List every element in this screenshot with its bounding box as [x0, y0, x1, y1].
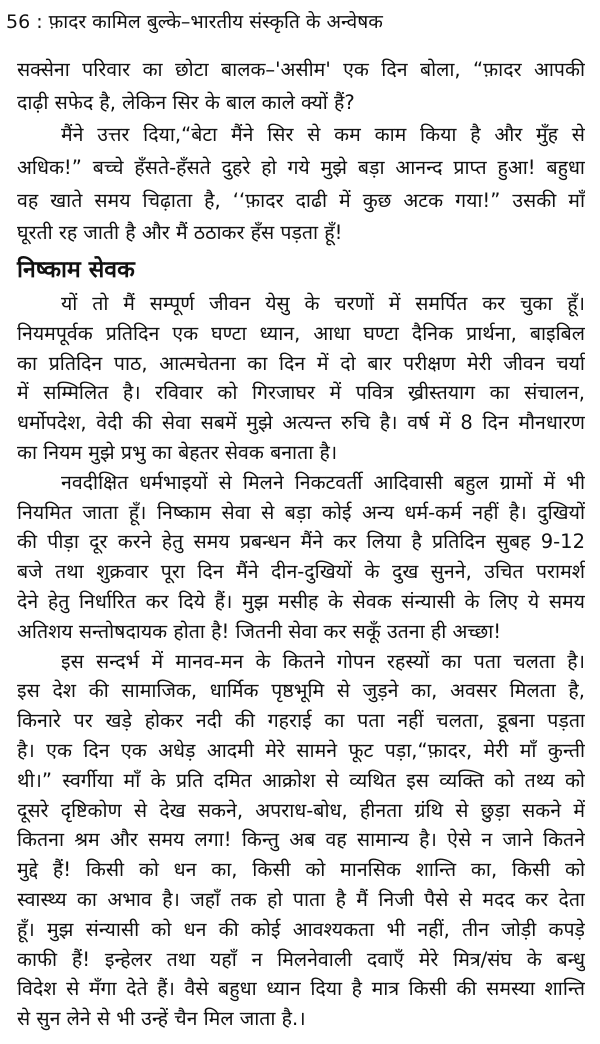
- text-line: नियमपूर्वक प्रतिदिन एक घण्टा ध्यान, आधा घण्टा दैनिक प्रार्थना, बाइबिल: [17, 321, 585, 345]
- text-line: मैंने उत्तर दिया,“बेटा मैंने सिर से कम काम किया है और मुँह से: [61, 123, 585, 147]
- text-line: की पीड़ा दूर करने हेतु समय प्रबन्धन मैंने कर लिया है प्रतिदिन सुबह 9-12: [17, 530, 585, 554]
- text-line: दाढ़ी सफेद है, लेकिन सिर के बाल काले क्यों हैं?: [17, 90, 355, 114]
- text-line: यों तो मैं सम्पूर्ण जीवन येसु के चरणों में समर्पित कर चुका हूँ।: [61, 292, 585, 315]
- text-line: इस सन्दर्भ में मानव-मन के कितने गोपन रहस्यों का पता चलता है।: [61, 649, 585, 673]
- text-line: हूँ। मुझ संन्यासी को धन की कोई आवश्यकता भी नहीं, तीन जोड़ी कपड़े: [17, 917, 585, 941]
- section-body: [17, 289, 585, 1034]
- text-line: इस देश की सामाजिक, धार्मिक पृष्ठभूमि से जुड़ने का, अवसर मिलता है,: [17, 679, 585, 703]
- text-line: बजे तथा शुक्रवार पूरा दिन मैंने दीन-दुखियों के दुख सुनने, उचित परामर्श: [17, 560, 585, 584]
- text-line: नियमित जाता हूँ। निष्काम सेवा से बड़ा कोई अन्य धर्म-कर्म नहीं है। दुखियों: [17, 500, 585, 524]
- text-line: काफी हैं! इन्हेलर तथा यहाँ न मिलनेवाली दवाएँ मेरे मित्र/संघ के बन्धु: [17, 947, 585, 971]
- text-line: सक्सेना परिवार का छोटा बालक–'असीम' एक दिन बोला, “फ़ादर आपकी: [17, 58, 585, 81]
- text-line: अतिशय सन्तोषदायक होता है! जितनी सेवा कर सकूँ उतना ही अच्छा!: [17, 619, 502, 643]
- text-line: विदेश से मँगा देते हैं। वैसे बहुधा ध्यान दिया है मात्र किसी की समस्या शान्ति: [17, 977, 585, 1001]
- text-line: अधिक!” बच्चे हँसते-हँसते दुहरे हो गये मुझे बड़ा आनन्द प्राप्त हुआ! बहुधा: [17, 156, 585, 180]
- text-line: धर्मोपदेश, वेदी की सेवा सबमें मुझे अत्यन्त रुचि है। वर्ष में 8 दिन मौनधारण: [17, 411, 585, 435]
- text-line: नवदीक्षित धर्मभाइयों से मिलने निकटवर्ती आदिवासी बहुल ग्रामों में भी: [61, 470, 585, 494]
- section-heading: निष्काम सेवक: [17, 257, 135, 283]
- text-line: में सम्मिलित है। रविवार को गिरजाघर में पवित्र ख्रीस्तयाग का संचालन,: [17, 381, 585, 405]
- paragraph: [17, 289, 585, 468]
- text-line: मुद्दे हैं! किसी को धन का, किसी को मानसिक शान्ति का, किसी को: [17, 858, 585, 882]
- text-line: का नियम मुझे प्रभु का बेहतर सेवक बनाता है।: [17, 440, 338, 464]
- opening-text: [17, 54, 585, 250]
- paragraph: [17, 54, 585, 119]
- text-line: वह खाते समय चिढ़ाता है, ‘‘फ़ादर दाढी में कुछ अटक गया!” उसकी माँ: [17, 188, 585, 212]
- text-line: घूरती रह जाती है और मैं ठठाकर हँस पड़ता हूँ!: [17, 221, 343, 245]
- text-line: थी।” स्वर्गीया माँ के प्रति दमित आक्रोश से व्यथित इस व्यक्ति को तथ्य को: [17, 768, 585, 792]
- text-line: कितना श्रम और समय लगा! किन्तु अब वह सामान्य है। ऐसे न जाने कितने: [17, 828, 585, 852]
- text-line: है। एक दिन एक अधेड़ आदमी मेरे सामने फूट पड़ा,“फ़ादर, मेरी माँ कुन्ती: [17, 738, 585, 762]
- text-line: का प्रतिदिन पाठ, आत्मचेतना का दिन में दो बार परीक्षण मेरी जीवन चर्या: [17, 351, 585, 375]
- paragraph: [17, 468, 585, 647]
- text-line: दूसरे दृष्टिकोण से देख सकने, अपराध-बोध, हीनता ग्रंथि से छुड़ा सकने में: [17, 798, 585, 822]
- text-line: से सुन लेने से भी उन्हें चैन मिल जाता है.।: [17, 1007, 306, 1031]
- text-line: स्वास्थ्य का अभाव है। जहाँ तक हो पाता है मैं निजी पैसे से मदद कर देता: [17, 887, 585, 911]
- text-line: किनारे पर खड़े होकर नदी की गहराई का पता नहीं चलता, डूबना पड़ता: [17, 709, 585, 733]
- paragraph: [17, 647, 585, 1034]
- text-line: देने हेतु निर्धारित कर दिये हैं। मुझ मसीह के सेवक संन्यासी के लिए ये समय: [17, 589, 585, 613]
- running-header: 56 : फ़ादर कामिल बुल्के–भारतीय संस्कृति के अन्वेषक: [6, 11, 383, 33]
- paragraph: [17, 119, 585, 250]
